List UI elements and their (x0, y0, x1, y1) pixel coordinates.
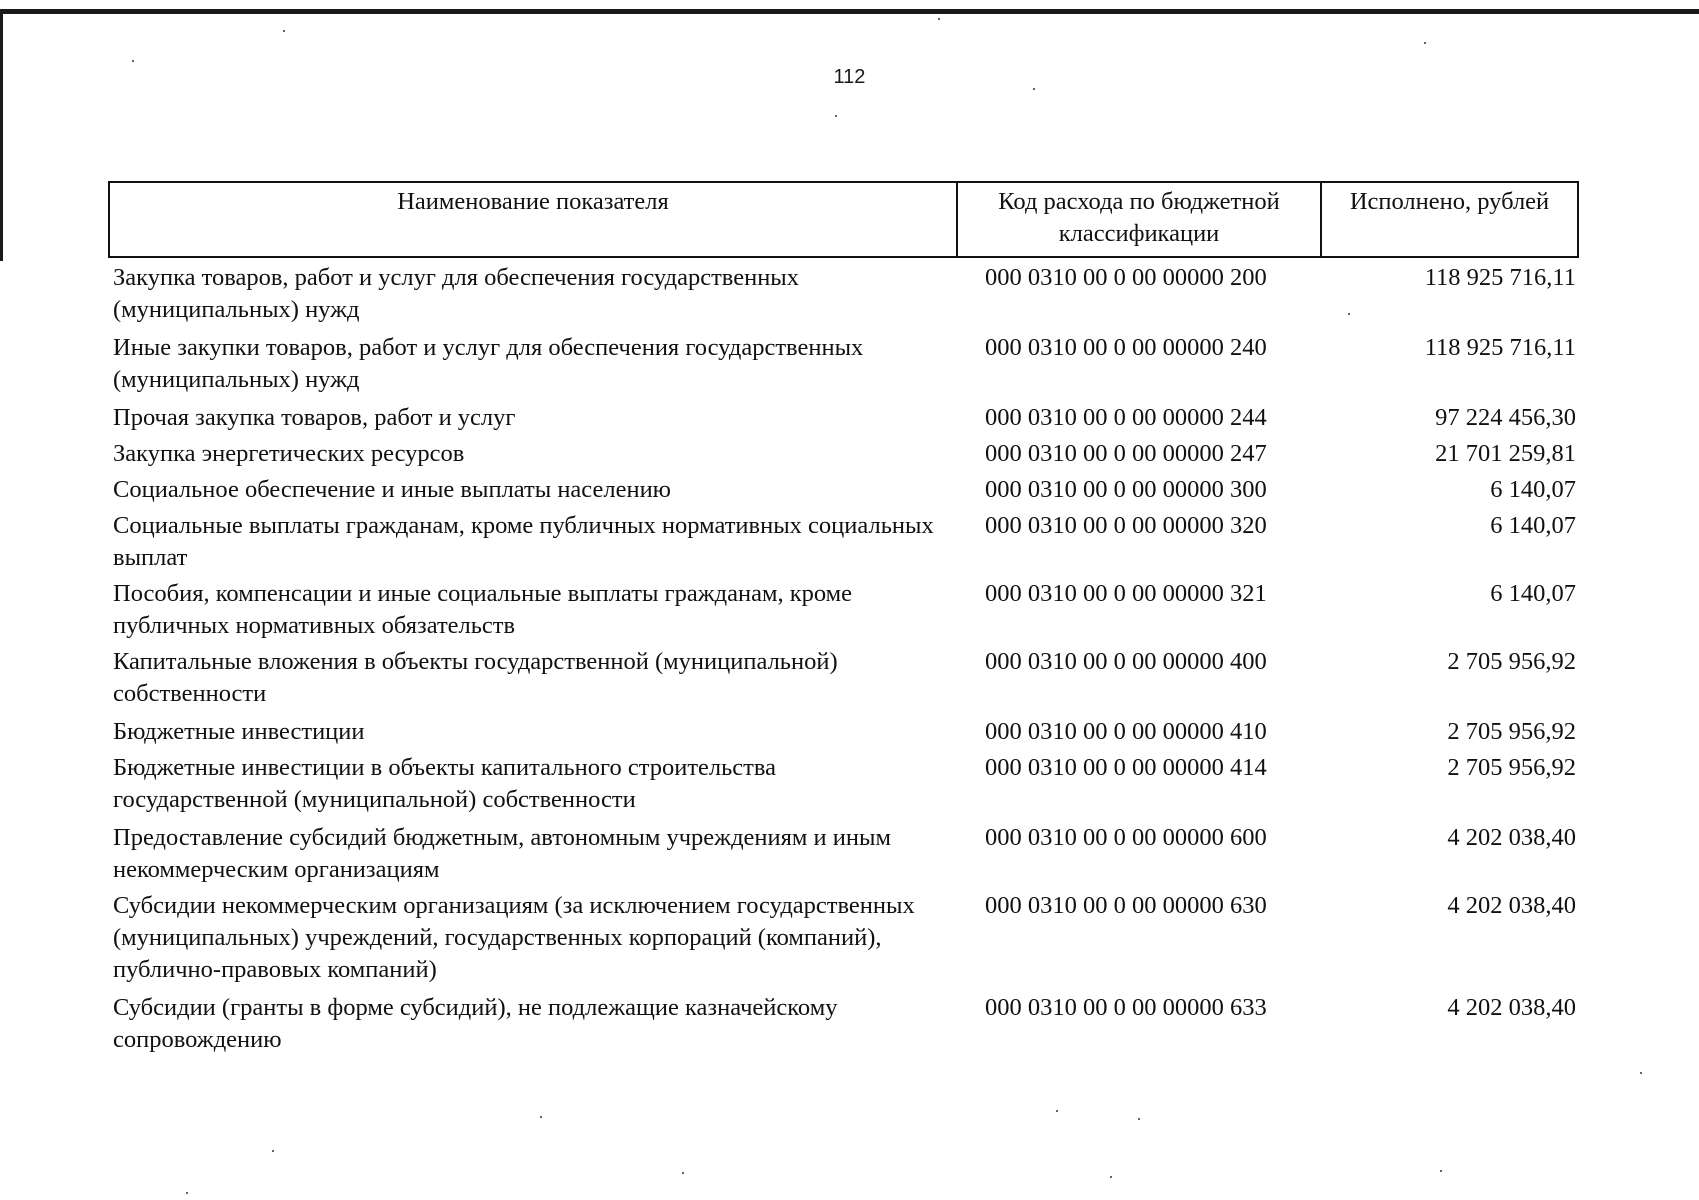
cell-amount: 97 224 456,30 (1435, 404, 1576, 431)
table-row (109, 434, 1578, 470)
cell-name: Пособия, компенсации и иные социальные выплаты гражданам, кроме публичных нормативных обязательств (113, 580, 853, 639)
scan-speck (272, 1150, 274, 1152)
cell-name: Закупка товаров, работ и услуг для обеспечения государственных (муниципальных) нужд (113, 264, 800, 323)
table-row (109, 506, 1578, 574)
cell-code: 000 0310 00 0 00 00000 320 (985, 512, 1267, 539)
scan-speck (682, 1172, 684, 1174)
expenditure-table (108, 181, 1579, 1056)
cell-amount: 6 140,07 (1490, 476, 1576, 503)
cell-name: Прочая закупка товаров, работ и услуг (113, 404, 516, 431)
scan-left-border (0, 9, 3, 261)
scan-speck (540, 1116, 542, 1118)
scan-top-border (0, 9, 1699, 14)
table-row (109, 257, 1578, 326)
cell-amount: 2 705 956,92 (1447, 718, 1576, 745)
scan-speck (186, 1192, 188, 1194)
scan-speck (1640, 1072, 1642, 1074)
cell-name: Социальное обеспечение и иные выплаты населению (113, 476, 671, 503)
table-row (109, 986, 1578, 1056)
table-row (109, 710, 1578, 748)
scan-speck (283, 30, 285, 32)
cell-code: 000 0310 00 0 00 00000 200 (985, 264, 1267, 291)
cell-code: 000 0310 00 0 00 00000 247 (985, 440, 1267, 467)
cell-name: Бюджетные инвестиции (113, 718, 365, 745)
cell-amount: 4 202 038,40 (1447, 994, 1576, 1021)
cell-name: Субсидии некоммерческим организациям (за исключением государственных (муниципальных) учреждений, государственных корпораций (компаний), публично-правовых компаний) (113, 892, 915, 983)
cell-name: Субсидии (гранты в форме субсидий), не подлежащие казначейскому сопровождению (113, 994, 838, 1053)
scan-speck (1110, 1176, 1112, 1178)
cell-code: 000 0310 00 0 00 00000 400 (985, 648, 1267, 675)
table-row (109, 326, 1578, 396)
scan-speck (1424, 42, 1426, 44)
header-name: Наименование показателя (109, 182, 957, 257)
scan-speck (1033, 88, 1035, 90)
cell-name: Закупка энергетических ресурсов (113, 440, 465, 467)
cell-amount: 118 925 716,11 (1424, 264, 1576, 291)
scan-speck (1440, 1170, 1442, 1172)
cell-amount: 6 140,07 (1490, 512, 1576, 539)
page-number: 112 (833, 66, 866, 88)
cell-code: 000 0310 00 0 00 00000 240 (985, 334, 1267, 361)
cell-code: 000 0310 00 0 00 00000 600 (985, 824, 1267, 851)
cell-name: Социальные выплаты гражданам, кроме публичных нормативных социальных выплат (113, 512, 934, 571)
cell-code: 000 0310 00 0 00 00000 633 (985, 994, 1267, 1021)
cell-name: Капитальные вложения в объекты государственной (муниципальной) собственности (113, 648, 838, 707)
scan-speck (835, 115, 837, 117)
cell-amount: 6 140,07 (1490, 580, 1576, 607)
cell-name: Предоставление субсидий бюджетным, автономным учреждениям и иным некоммерческим организациям (113, 824, 891, 883)
table-row (109, 642, 1578, 710)
cell-code: 000 0310 00 0 00 00000 414 (985, 754, 1267, 781)
cell-amount: 4 202 038,40 (1447, 892, 1576, 919)
header-row (109, 182, 1578, 257)
cell-amount: 4 202 038,40 (1447, 824, 1576, 851)
cell-amount: 21 701 259,81 (1435, 440, 1576, 467)
table-body (109, 257, 1578, 1056)
cell-amount: 118 925 716,11 (1424, 334, 1576, 361)
cell-code: 000 0310 00 0 00 00000 244 (985, 404, 1267, 431)
cell-name: Иные закупки товаров, работ и услуг для обеспечения государственных (муниципальных) нужд (113, 334, 864, 393)
cell-amount: 2 705 956,92 (1447, 648, 1576, 675)
scan-speck (132, 60, 134, 62)
cell-code: 000 0310 00 0 00 00000 410 (985, 718, 1267, 745)
table-row (109, 396, 1578, 434)
table-row (109, 816, 1578, 886)
table-row (109, 886, 1578, 986)
header-code: Код расхода по бюджетной классификации (957, 182, 1321, 257)
table-row (109, 470, 1578, 506)
scan-speck (938, 18, 940, 20)
table-row (109, 574, 1578, 642)
cell-name: Бюджетные инвестиции в объекты капитального строительства государственной (муниципальной) собственности (113, 754, 776, 813)
cell-amount: 2 705 956,92 (1447, 754, 1576, 781)
scan-speck (1138, 1118, 1140, 1120)
table-header (109, 182, 1578, 257)
cell-code: 000 0310 00 0 00 00000 630 (985, 892, 1267, 919)
scan-speck (1348, 313, 1350, 315)
header-amount: Исполнено, рублей (1321, 182, 1578, 257)
scan-speck (1056, 1110, 1058, 1112)
cell-code: 000 0310 00 0 00 00000 321 (985, 580, 1267, 607)
cell-code: 000 0310 00 0 00 00000 300 (985, 476, 1267, 503)
table-row (109, 748, 1578, 816)
